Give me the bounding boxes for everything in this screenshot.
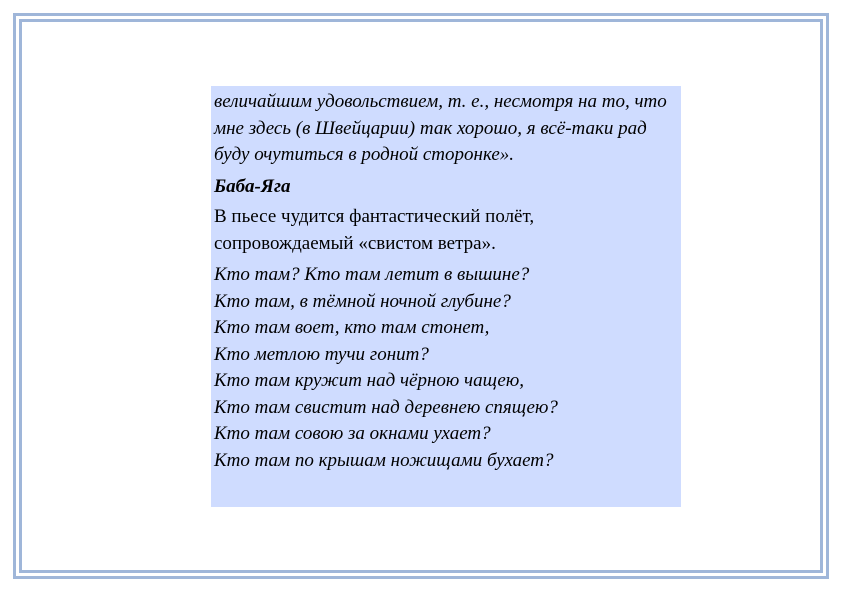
poem-line: Кто там свистит над деревнею спящею? [214,396,558,418]
poem [214,262,677,474]
description-text: В пьесе чудится фантастический полёт, сопровождаемый «свистом ветра». [214,206,535,254]
text-box [211,86,681,507]
section-title: Баба-Яга [214,175,291,197]
poem-line: Кто там кружит над чёрною чащею, [214,370,524,391]
poem-line: Кто там совою за окнами ухает? [214,423,491,444]
poem-line: Кто там по крышам ножищами бухает? [214,449,554,471]
poem-line: Кто метлою тучи гонит? [214,343,429,365]
poem-line: Кто там? Кто там летит в вышине? [214,264,530,285]
intro-quote: величайшим удовольствием, т. е., несмотря на то, что мне здесь (в Швейцарии) так хорошо, я всё-таки рад буду очутиться в родной сторонке». [214,91,667,165]
poem-line: Кто там, в тёмной ночной глубине? [214,290,511,312]
poem-line: Кто там воет, кто там стонет, [214,317,490,338]
